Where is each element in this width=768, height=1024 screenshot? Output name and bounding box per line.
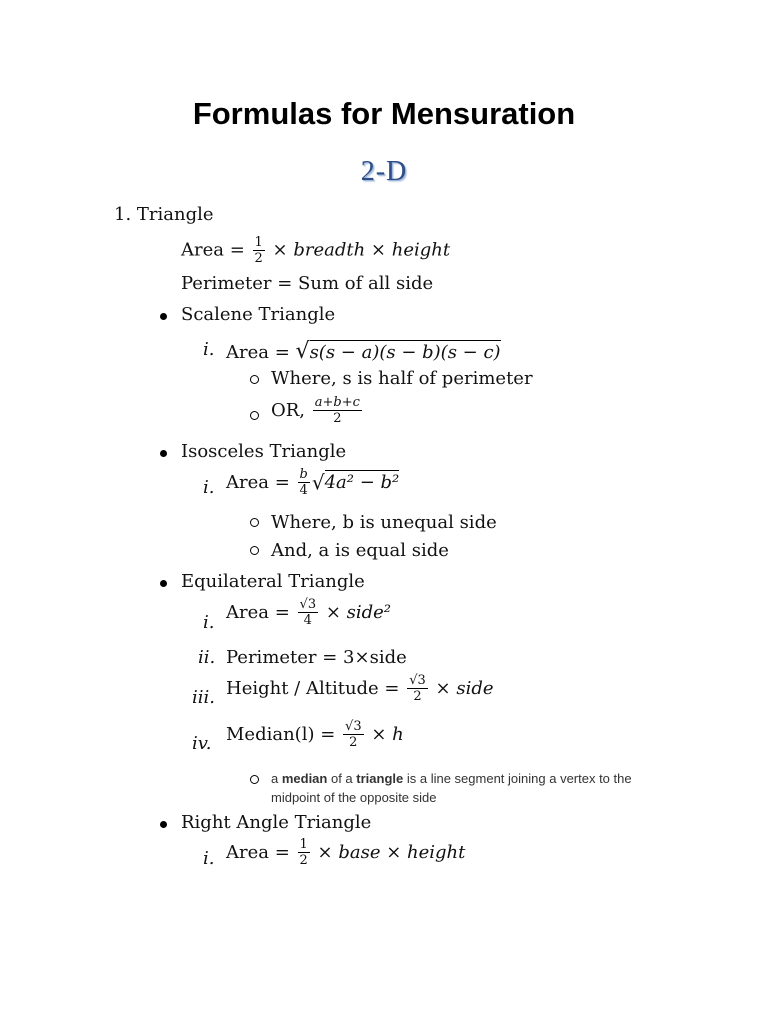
median-definition-note bbox=[271, 769, 671, 807]
fraction-numerator: 1 bbox=[299, 837, 308, 852]
fraction-numerator: √3 bbox=[299, 597, 317, 612]
note-bold-triangle: triangle bbox=[356, 771, 404, 786]
fraction-denominator: 2 bbox=[299, 853, 308, 868]
scalene-or bbox=[271, 396, 364, 425]
fraction-numerator: a+b+c bbox=[314, 395, 360, 410]
sqrt-icon: √ bbox=[311, 470, 325, 495]
sub-bullet-icon bbox=[250, 411, 259, 420]
isosceles-area-formula bbox=[226, 468, 399, 497]
scalene-where: Where, s is half of perimeter bbox=[271, 368, 533, 389]
right-angle-item-i: i. bbox=[203, 848, 215, 869]
note-text: of a bbox=[327, 771, 357, 786]
sub-bullet-icon bbox=[250, 546, 259, 555]
area-expression: × side² bbox=[325, 602, 392, 623]
fraction bbox=[298, 598, 319, 627]
fraction-numerator: √3 bbox=[409, 673, 426, 688]
fraction-numerator: b bbox=[299, 467, 308, 482]
equilateral-heading: Equilateral Triangle bbox=[181, 571, 365, 592]
sqrt-radicand: s(s − a)(s − b)(s − c) bbox=[309, 342, 501, 363]
fraction bbox=[253, 236, 265, 265]
median-label: Median(l) = bbox=[226, 724, 336, 745]
sub-bullet-icon bbox=[250, 375, 259, 384]
fraction bbox=[298, 468, 310, 497]
or-label: OR, bbox=[271, 400, 306, 421]
triangle-label: Triangle bbox=[136, 204, 214, 225]
scalene-item-i: i. bbox=[203, 339, 215, 360]
triangle-area-formula bbox=[181, 236, 450, 265]
fraction bbox=[298, 838, 310, 867]
equilateral-item-i: i. bbox=[203, 612, 215, 633]
median-expression: × h bbox=[371, 724, 404, 745]
sqrt-radicand: 4a² − b² bbox=[324, 472, 400, 493]
triangle-number: 1. bbox=[114, 204, 132, 225]
fraction-denominator: 4 bbox=[298, 482, 310, 497]
page-title: Formulas for Mensuration bbox=[192, 96, 576, 131]
isosceles-where-a: And, a is equal side bbox=[271, 540, 449, 561]
right-angle-heading: Right Angle Triangle bbox=[181, 812, 372, 833]
fraction-denominator: 2 bbox=[313, 410, 362, 425]
equilateral-height-formula bbox=[226, 674, 494, 703]
fraction-denominator: 2 bbox=[254, 251, 263, 266]
equilateral-item-iii: iii. bbox=[192, 687, 215, 708]
fraction bbox=[343, 720, 364, 749]
note-text: is a line segment joining a vertex to the midpoint of the opposite side bbox=[271, 771, 632, 805]
area-label: Area = bbox=[226, 342, 290, 363]
area-label: Area = bbox=[226, 842, 290, 863]
note-text: a bbox=[271, 771, 282, 786]
fraction bbox=[313, 396, 362, 425]
area-expression: × breadth × height bbox=[272, 239, 451, 261]
note-bold-median: median bbox=[281, 771, 328, 786]
equilateral-item-ii: ii. bbox=[198, 647, 216, 668]
fraction-numerator: √3 bbox=[345, 719, 362, 734]
fraction-denominator: 2 bbox=[343, 734, 364, 749]
height-expression: × side bbox=[435, 678, 494, 699]
area-label: Area = bbox=[226, 472, 290, 493]
bullet-icon bbox=[160, 450, 167, 457]
area-label: Area = bbox=[226, 602, 290, 623]
fraction-denominator: 2 bbox=[407, 688, 428, 703]
equilateral-item-iv: iv. bbox=[192, 733, 212, 754]
isosceles-heading: Isosceles Triangle bbox=[181, 441, 347, 462]
right-angle-area-formula bbox=[226, 838, 465, 867]
fraction-denominator: 4 bbox=[298, 612, 319, 627]
triangle-perimeter-formula: Perimeter = Sum of all side bbox=[181, 273, 434, 294]
height-label: Height / Altitude = bbox=[226, 678, 400, 699]
isosceles-item-i: i. bbox=[203, 477, 215, 498]
area-label: Area = bbox=[181, 239, 245, 261]
equilateral-median-formula bbox=[226, 720, 404, 749]
area-expression: × base × height bbox=[317, 842, 466, 863]
isosceles-where-b: Where, b is unequal side bbox=[271, 512, 497, 533]
equilateral-perimeter: Perimeter = 3×side bbox=[226, 647, 407, 668]
equilateral-area-formula bbox=[226, 598, 391, 627]
scalene-area-formula bbox=[226, 339, 501, 364]
bullet-icon bbox=[160, 580, 167, 587]
section-subtitle: 2-D bbox=[360, 156, 408, 187]
fraction-numerator: 1 bbox=[254, 235, 263, 250]
sub-bullet-icon bbox=[250, 518, 259, 527]
triangle-heading bbox=[114, 204, 214, 225]
scalene-heading: Scalene Triangle bbox=[181, 304, 336, 325]
fraction bbox=[407, 674, 428, 703]
sqrt-icon: √ bbox=[295, 339, 310, 364]
bullet-icon bbox=[160, 821, 167, 828]
sub-bullet-icon bbox=[250, 775, 259, 784]
bullet-icon bbox=[160, 313, 167, 320]
